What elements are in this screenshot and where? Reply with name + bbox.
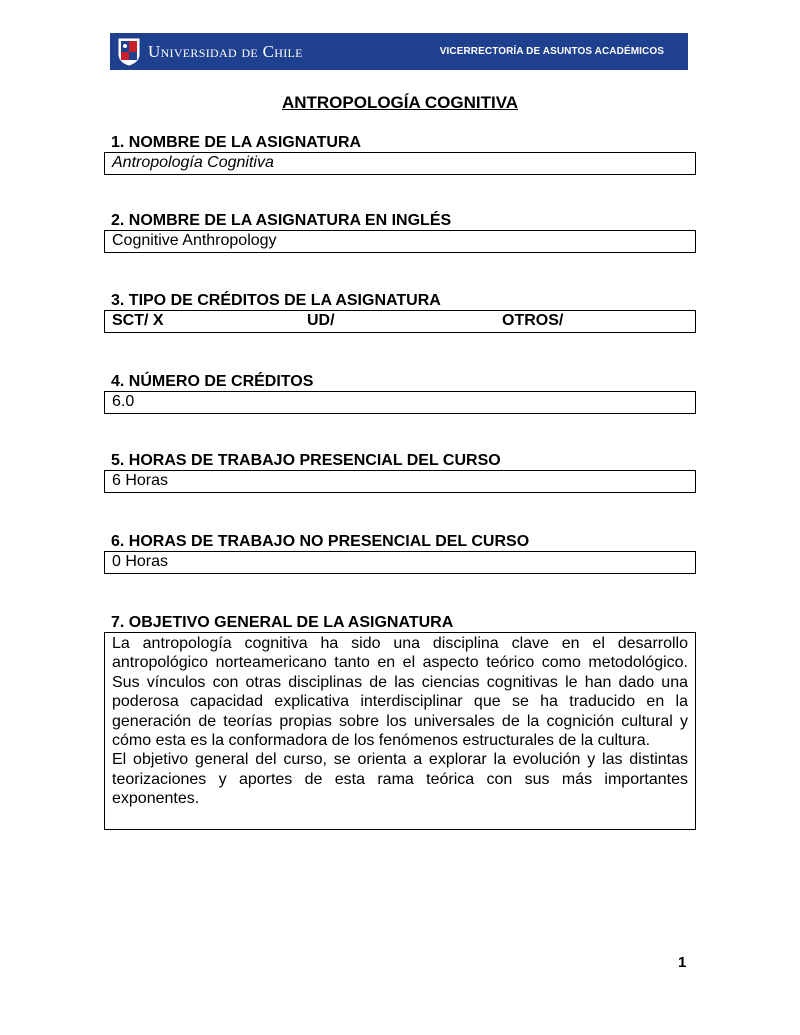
banner-left bbox=[118, 38, 303, 66]
section-3 bbox=[104, 292, 696, 333]
section-1 bbox=[104, 134, 696, 175]
vicerrectoria-label: VICERRECTORÍA DE ASUNTOS ACADÉMICOS bbox=[439, 46, 664, 57]
section-5-heading: 5. HORAS DE TRABAJO PRESENCIAL DEL CURSO bbox=[111, 452, 501, 469]
credit-types-row bbox=[104, 310, 696, 333]
credit-sct: SCT/ X bbox=[112, 312, 164, 329]
section-4-value: 6.0 bbox=[104, 391, 696, 414]
section-6-value: 0 Horas bbox=[104, 551, 696, 574]
section-1-heading: 1. NOMBRE DE LA ASIGNATURA bbox=[111, 134, 362, 151]
section-7 bbox=[104, 614, 696, 830]
section-7-text-box bbox=[104, 632, 696, 830]
section-5-value: 6 Horas bbox=[104, 470, 696, 493]
section-6-heading: 6. HORAS DE TRABAJO NO PRESENCIAL DEL CURSO bbox=[111, 533, 530, 550]
university-name: Universidad de Chile bbox=[148, 41, 303, 61]
credit-ud: UD/ bbox=[307, 312, 335, 329]
section-2-heading: 2. NOMBRE DE LA ASIGNATURA EN INGLÉS bbox=[111, 212, 452, 229]
section-2 bbox=[104, 212, 696, 253]
page-number: 1 bbox=[678, 954, 687, 971]
section-2-value: Cognitive Anthropology bbox=[104, 230, 696, 253]
section-4-heading: 4. NÚMERO DE CRÉDITOS bbox=[111, 373, 314, 390]
section-4 bbox=[104, 373, 696, 414]
header-banner bbox=[110, 33, 688, 70]
university-crest-icon bbox=[118, 38, 140, 66]
objective-paragraph-1: La antropología cognitiva ha sido una disciplina clave en el desarrollo antropológico norteamericano tanto en el aspecto teórico como metodológico. Sus vínculos con otras disciplinas de las ciencias cognitivas le han dado una poderosa capacidad explicativa interdisciplinar que se ha traducido en la generación de teorías propias sobre los universales de la cognición cultural y cómo esta es la conformadora de los fenómenos estructurales de la cultura. bbox=[112, 635, 688, 750]
objective-paragraph-2: El objetivo general del curso, se orienta a explorar la evolución y las distintas teorizaciones y aportes de esta rama teórica con sus más importantes exponentes. bbox=[112, 751, 688, 808]
section-7-heading: 7. OBJETIVO GENERAL DE LA ASIGNATURA bbox=[111, 614, 454, 631]
section-1-value: Antropología Cognitiva bbox=[104, 152, 696, 175]
section-6 bbox=[104, 533, 696, 574]
credit-otros: OTROS/ bbox=[502, 312, 564, 329]
section-3-heading: 3. TIPO DE CRÉDITOS DE LA ASIGNATURA bbox=[111, 292, 441, 309]
page-title: ANTROPOLOGÍA COGNITIVA bbox=[281, 93, 519, 112]
section-5 bbox=[104, 452, 696, 493]
